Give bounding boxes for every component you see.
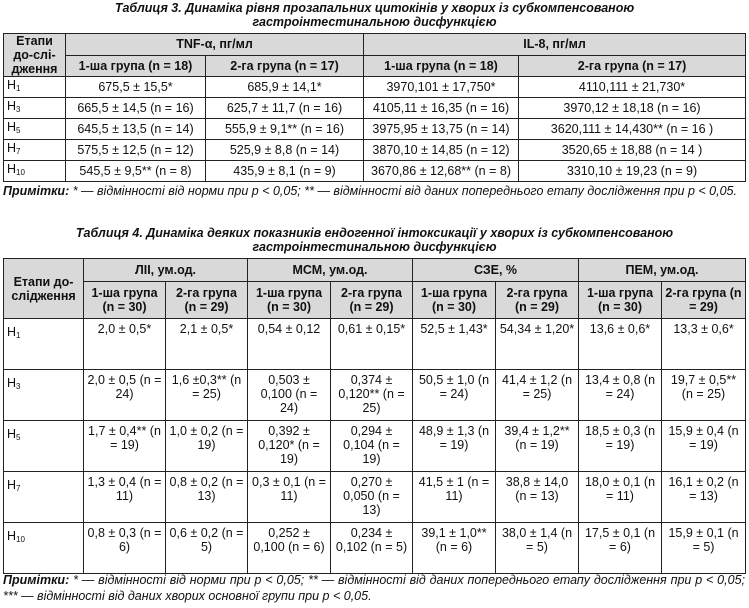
- table-row: [4, 370, 746, 421]
- value-cell: 39,1 ± 1,0** (n = 6): [413, 523, 496, 574]
- table-row: [4, 77, 746, 98]
- stage-subscript: 7: [16, 484, 21, 493]
- table4-intoxication: [3, 258, 746, 574]
- table4-indicator-header: ЛІІ, ум.од.: [84, 259, 248, 282]
- table3-group-header: 1-ша група (n = 18): [66, 55, 206, 77]
- value-cell: 4110,111 ± 21,730*: [519, 77, 746, 98]
- value-cell: 3620,111 ± 14,430** (n = 16 ): [519, 119, 746, 140]
- table4-caption: [6, 226, 743, 254]
- table4-caption-line1: Таблиця 4. Динаміка деяких показників ендогенної інтоксикації у хворих із субкомпенсованою: [75, 226, 674, 240]
- stage-subscript: 1: [16, 84, 21, 93]
- stage-label: H: [7, 162, 17, 176]
- value-cell: 555,9 ± 9,1** (n = 16): [206, 119, 364, 140]
- value-cell: 1,6 ±0,3** (n = 25): [166, 370, 248, 421]
- table4-stage-header: Етапи до-слідження: [4, 259, 84, 319]
- value-cell: 13,3 ± 0,6*: [662, 319, 746, 370]
- table3-note-text: * — відмінності від норми при р < 0,05; ** — відмінності від даних попереднього етапу дослідження при р < 0,05.: [69, 184, 737, 198]
- value-cell: 52,5 ± 1,43*: [413, 319, 496, 370]
- stage-label: H: [7, 325, 17, 339]
- table4-group-header: 2-га група (n = 29): [331, 282, 413, 319]
- value-cell: 13,4 ± 0,8 (n = 24): [579, 370, 662, 421]
- value-cell: 3975,95 ± 13,75 (n = 14): [364, 119, 519, 140]
- value-cell: 0,294 ± 0,104 (n = 19): [331, 421, 413, 472]
- table3-stage-header: Етапи до-слі-дження: [4, 34, 66, 77]
- table3-caption: [6, 1, 743, 29]
- value-cell: 0,234 ± 0,102 (n = 5): [331, 523, 413, 574]
- stage-subscript: 10: [16, 535, 25, 544]
- table3-group-header: 2-га група (n = 17): [519, 55, 746, 77]
- stage-label: H: [7, 376, 17, 390]
- value-cell: 0,6 ± 0,2 (n = 5): [166, 523, 248, 574]
- stage-cell: [4, 370, 84, 421]
- table4-group-header: 1-ша група (n = 30): [84, 282, 166, 319]
- stage-cell: [4, 77, 66, 98]
- value-cell: 3870,10 ± 14,85 (n = 12): [364, 140, 519, 161]
- table4-indicator-header: СЗЕ, %: [413, 259, 579, 282]
- value-cell: 545,5 ± 9,5** (n = 8): [66, 161, 206, 182]
- table4-note-text: * — відмінності від норми при р < 0,05; ** — відмінності від даних попереднього етапу дослідження при р < 0,05; *** — відмінності від даних хворих основної групи при р < 0,05.: [3, 573, 745, 603]
- value-cell: 1,7 ± 0,4** (n = 19): [84, 421, 166, 472]
- table4-indicator-header: МСМ, ум.од.: [248, 259, 413, 282]
- value-cell: 0,8 ± 0,3 (n = 6): [84, 523, 166, 574]
- table4-group-header: 2-га група (n = 29): [166, 282, 248, 319]
- value-cell: 3970,12 ± 18,18 (n = 16): [519, 98, 746, 119]
- table4-group-header: 1-ша група (n = 30): [579, 282, 662, 319]
- value-cell: 38,8 ± 14,0 (n = 13): [496, 472, 579, 523]
- table3-note: [3, 183, 745, 199]
- table-row: [4, 161, 746, 182]
- table-row: [4, 523, 746, 574]
- stage-subscript: 3: [16, 105, 21, 114]
- stage-cell: [4, 140, 66, 161]
- value-cell: 665,5 ± 14,5 (n = 16): [66, 98, 206, 119]
- table-row: [4, 421, 746, 472]
- stage-label: H: [7, 529, 17, 543]
- table4-caption-line2: гастроінтестинальною дисфункцією: [252, 240, 497, 254]
- value-cell: 3520,65 ± 18,88 (n = 14 ): [519, 140, 746, 161]
- stage-cell: [4, 119, 66, 140]
- value-cell: 525,9 ± 8,8 (n = 14): [206, 140, 364, 161]
- value-cell: 18,0 ± 0,1 (n = 11): [579, 472, 662, 523]
- value-cell: 0,54 ± 0,12: [248, 319, 331, 370]
- value-cell: 1,0 ± 0,2 (n = 19): [166, 421, 248, 472]
- stage-cell: [4, 472, 84, 523]
- value-cell: 2,0 ± 0,5*: [84, 319, 166, 370]
- value-cell: 0,8 ± 0,2 (n = 13): [166, 472, 248, 523]
- table4-group-header: 2-га група (n = 29): [496, 282, 579, 319]
- value-cell: 0,374 ± 0,120** (n = 25): [331, 370, 413, 421]
- table4-group-header: 1-ша група (n = 30): [248, 282, 331, 319]
- value-cell: 0,392 ± 0,120* (n = 19): [248, 421, 331, 472]
- value-cell: 19,7 ± 0,5** (n = 25): [662, 370, 746, 421]
- value-cell: 3310,10 ± 19,23 (n = 9): [519, 161, 746, 182]
- table-row: [4, 472, 746, 523]
- table-row: [4, 140, 746, 161]
- table3-tnf-header: TNF-α, пг/мл: [66, 34, 364, 56]
- table4-note-label: Примітки:: [3, 573, 70, 587]
- value-cell: 54,34 ± 1,20*: [496, 319, 579, 370]
- value-cell: 0,3 ± 0,1 (n = 11): [248, 472, 331, 523]
- value-cell: 0,61 ± 0,15*: [331, 319, 413, 370]
- value-cell: 2,0 ± 0,5 (n = 24): [84, 370, 166, 421]
- value-cell: 13,6 ± 0,6*: [579, 319, 662, 370]
- value-cell: 39,4 ± 1,2** (n = 19): [496, 421, 579, 472]
- value-cell: 0,503 ± 0,100 (n = 24): [248, 370, 331, 421]
- table-row: [4, 98, 746, 119]
- value-cell: 17,5 ± 0,1 (n = 6): [579, 523, 662, 574]
- stage-cell: [4, 161, 66, 182]
- value-cell: 15,9 ± 0,1 (n = 5): [662, 523, 746, 574]
- stage-label: H: [7, 141, 17, 155]
- table-row: [4, 319, 746, 370]
- stage-cell: [4, 319, 84, 370]
- table3-group-header: 2-га група (n = 17): [206, 55, 364, 77]
- value-cell: 435,9 ± 8,1 (n = 9): [206, 161, 364, 182]
- value-cell: 1,3 ± 0,4 (n = 11): [84, 472, 166, 523]
- table3-note-label: Примітки:: [3, 184, 70, 198]
- stage-subscript: 1: [16, 331, 21, 340]
- stage-subscript: 3: [16, 382, 21, 391]
- table3-caption-line2: гастроінтестинальною дисфункцією: [252, 15, 497, 29]
- value-cell: 2,1 ± 0,5*: [166, 319, 248, 370]
- stage-label: H: [7, 478, 17, 492]
- stage-subscript: 5: [16, 433, 21, 442]
- value-cell: 3970,101 ± 17,750*: [364, 77, 519, 98]
- value-cell: 41,5 ± 1 (n = 11): [413, 472, 496, 523]
- table-row: [4, 119, 746, 140]
- table4-indicator-header: ПЕМ, ум.од.: [579, 259, 746, 282]
- value-cell: 0,252 ± 0,100 (n = 6): [248, 523, 331, 574]
- stage-cell: [4, 421, 84, 472]
- stage-label: H: [7, 99, 17, 113]
- value-cell: 3670,86 ± 12,68** (n = 8): [364, 161, 519, 182]
- stage-label: H: [7, 427, 17, 441]
- value-cell: 15,9 ± 0,4 (n = 19): [662, 421, 746, 472]
- stage-cell: [4, 523, 84, 574]
- table3-cytokines: [3, 33, 746, 182]
- value-cell: 38,0 ± 1,4 (n = 5): [496, 523, 579, 574]
- table3-il8-header: IL-8, пг/мл: [364, 34, 746, 56]
- value-cell: 18,5 ± 0,3 (n = 19): [579, 421, 662, 472]
- value-cell: 48,9 ± 1,3 (n = 19): [413, 421, 496, 472]
- stage-cell: [4, 98, 66, 119]
- table3-caption-line1: Таблиця 3. Динаміка рівня прозапальних цитокінів у хворих із субкомпенсованою: [114, 1, 635, 15]
- value-cell: 675,5 ± 15,5*: [66, 77, 206, 98]
- value-cell: 645,5 ± 13,5 (n = 14): [66, 119, 206, 140]
- stage-subscript: 10: [16, 168, 25, 177]
- value-cell: 41,4 ± 1,2 (n = 25): [496, 370, 579, 421]
- value-cell: 50,5 ± 1,0 (n = 24): [413, 370, 496, 421]
- value-cell: 0,270 ± 0,050 (n = 13): [331, 472, 413, 523]
- stage-label: H: [7, 78, 17, 92]
- table4-group-header: 1-ша група (n = 30): [413, 282, 496, 319]
- value-cell: 4105,11 ± 16,35 (n = 16): [364, 98, 519, 119]
- table4-group-header: 2-га група (n = 29): [662, 282, 746, 319]
- value-cell: 16,1 ± 0,2 (n = 13): [662, 472, 746, 523]
- table3-group-header: 1-ша група (n = 18): [364, 55, 519, 77]
- table4-note: [3, 572, 745, 604]
- stage-subscript: 5: [16, 126, 21, 135]
- value-cell: 685,9 ± 14,1*: [206, 77, 364, 98]
- value-cell: 575,5 ± 12,5 (n = 12): [66, 140, 206, 161]
- stage-label: H: [7, 120, 17, 134]
- stage-subscript: 7: [16, 147, 21, 156]
- value-cell: 625,7 ± 11,7 (n = 16): [206, 98, 364, 119]
